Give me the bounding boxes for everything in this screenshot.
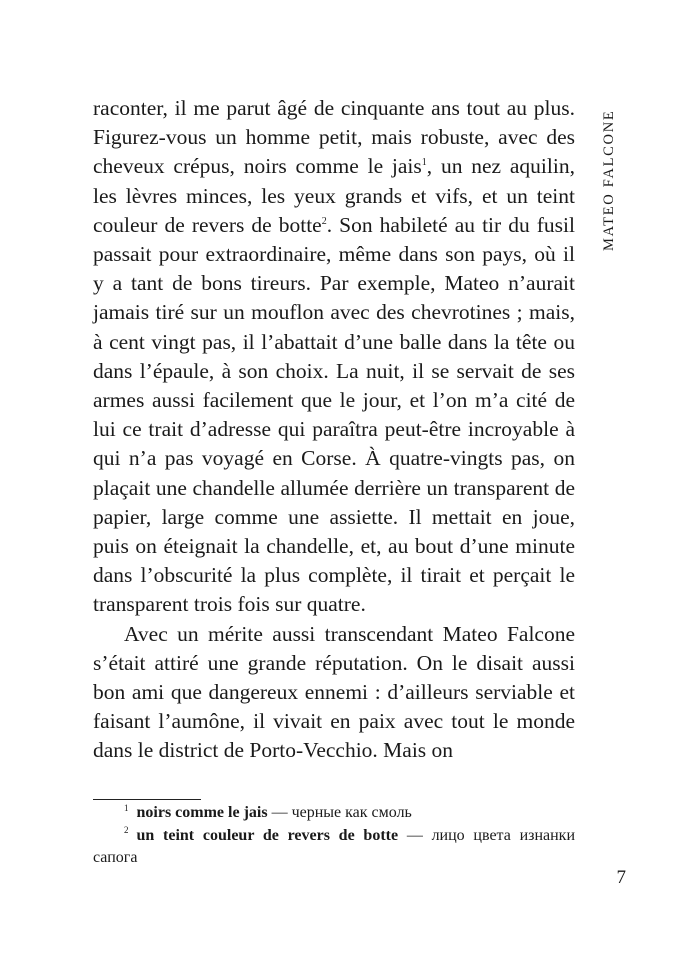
footnote-number: 2: [124, 825, 129, 836]
main-text: [93, 94, 575, 766]
footnote-term: noirs comme le jais: [136, 804, 268, 821]
footnote-divider: [93, 799, 201, 800]
footnote-marker: 1: [421, 157, 427, 169]
paragraph: [93, 620, 575, 766]
paragraph-text: , un nez aquilin, les lèvres minces, les yeux grands et vifs, et un teint couleur de revers de botte: [93, 154, 575, 237]
paragraph-text: Avec un mérite aussi transcendant Mateo Falcone s’était attiré une grande réputation. On le disait aussi bon ami que dangereux ennemi : d’ailleurs serviable et faisant l’aumône, il vivait en paix avec tout le monde dans le district de Porto-Vecchio. Mais on: [93, 621, 575, 763]
page-number: 7: [616, 867, 626, 888]
footnotes: [93, 802, 575, 870]
footnote-translation: — лицо цвета изнанки сапога: [93, 826, 576, 866]
paragraph: [93, 94, 575, 620]
footnote: [93, 802, 575, 825]
footnote: [93, 825, 575, 870]
footnote-term: un teint couleur de revers de botte: [136, 826, 399, 844]
paragraph-text: . Son habileté au tir du fusil passait pour extraordinaire, même dans son pays, où il y a tant de bons tireurs. Par exemple, Mateo n’aurait jamais tiré sur un mouflon avec des chevrotines ; mais, à cent vingt pas, il l’abattait d’une balle dans la tête ou dans l’épaule, à son choix. La nuit, il se servait de ses armes aussi facilement que le jour, et l’on m’a cité de lui ce trait d’adresse qui paraîtra peut-être incroyable à qui n’a pas voyagé en Corse. À quatre-vingts pas, on plaçait une chandelle allumée derrière un transparent de papier, large comme une assiette. Il mettait en joue, puis on éteignait la chandelle, et, au bout d’une minute dans l’obscurité la plus complète, il tirait et perçait le transparent trois fois sur quatre.: [93, 212, 575, 617]
paragraph-text: raconter, il me parut âgé de cinquante ans tout au plus. Figurez-vous un homme petit, mais robuste, avec des cheveux crépus, noirs comme le jais: [93, 96, 575, 179]
footnote-number: 1: [124, 802, 129, 813]
running-head: MATEO FALCONE: [601, 109, 617, 251]
footnote-marker: 2: [321, 215, 327, 227]
footnote-translation: — черные как смоль: [267, 804, 412, 821]
